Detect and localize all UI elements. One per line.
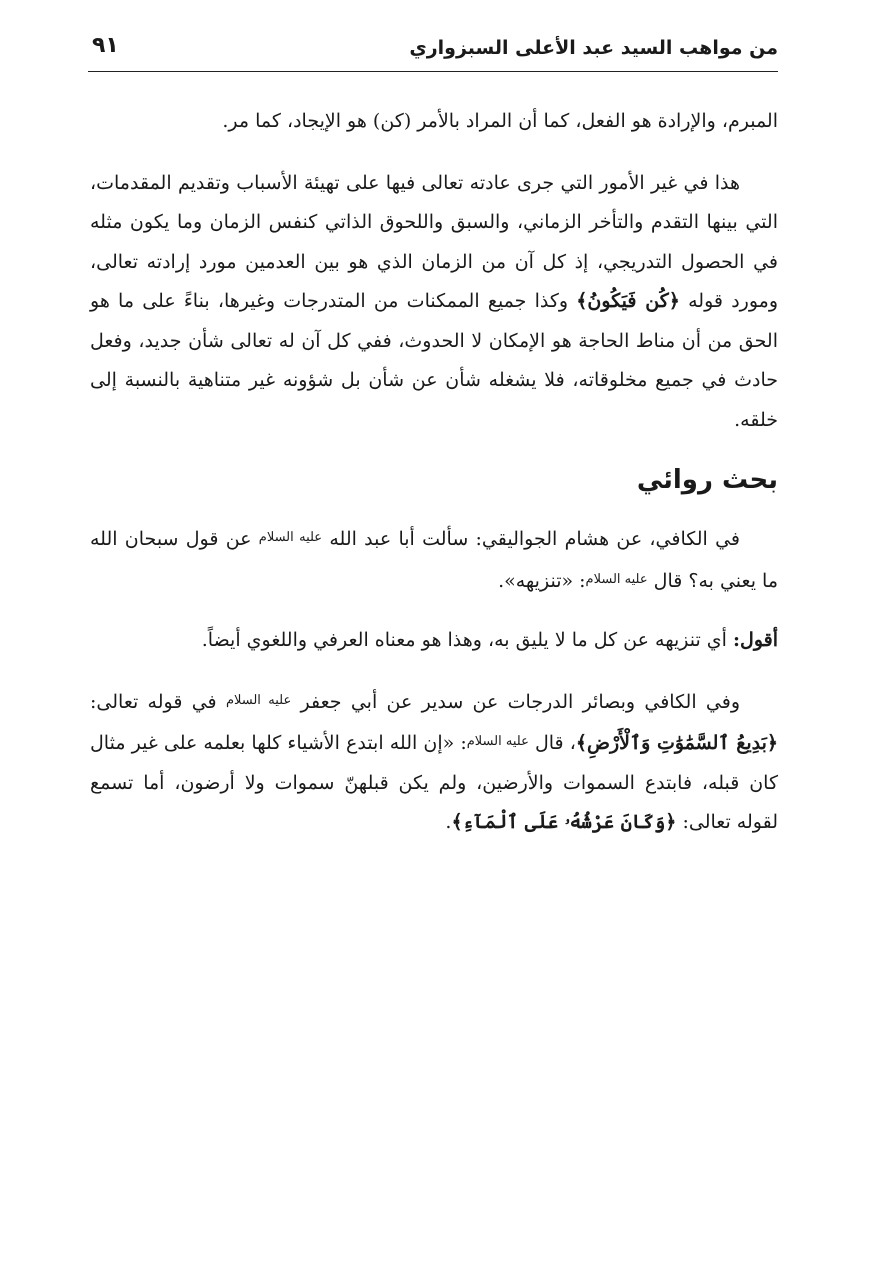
page-body bbox=[90, 102, 778, 843]
quran-quote: ﴿بَدِيعُ ٱلسَّمَٰوَٰتِ وَٱلْأَرْضِ﴾ bbox=[575, 732, 779, 754]
hadith-text: . bbox=[445, 811, 452, 833]
honorific-mark: عليه السلام bbox=[466, 734, 529, 749]
honorific-mark: عليه السلام bbox=[258, 530, 323, 545]
running-title: من مواهب السيد عبد الأعلى السبزواري bbox=[409, 37, 778, 59]
hadith-paragraph bbox=[90, 681, 778, 843]
paragraph-text: هذا في غير الأمور التي جرى عادته تعالى فيها على تهيئة الأسباب وتقديم المقدمات، التي بينها التقدم والتأخر الزماني، والسبق واللحوق الذاتي كنفس الزمان وما يكون مثله في الحصول التدريجي، إذ كل آن من الزمان الذي هو بين العدمين مورد إرادته تعالى، ومورد قوله bbox=[90, 171, 779, 312]
quran-quote: ﴿كُن فَيَكُونُ﴾ bbox=[576, 290, 680, 312]
page-header bbox=[88, 30, 778, 70]
page-number: ٩١ bbox=[92, 33, 119, 58]
section-heading: بحث روائي bbox=[636, 465, 778, 495]
comment-text: أي تنزيهه عن كل ما لا يليق به، وهذا هو معناه العرفي واللغوي أيضاً. bbox=[201, 629, 733, 651]
honorific-mark: عليه السلام bbox=[585, 571, 648, 587]
header-rule bbox=[88, 71, 778, 72]
hadith-text: في الكافي، عن هشام الجواليقي: سألت أبا عبد الله bbox=[322, 528, 741, 550]
hadith-text: : «إن الله ابتدع الأشياء كلها بعلمه على غير مثال كان قبله، فابتدع السموات والأرضين، ولم يكن قبلهنّ سموات ولا أرضون، أما تسمع لقوله تعالى: bbox=[90, 732, 778, 833]
hadith-text: ، قال bbox=[528, 732, 576, 754]
honorific-mark: عليه السلام bbox=[225, 692, 292, 708]
quran-quote: ﴿وَكَانَ عَرْشُهُۥ عَلَى ٱلْمَآءِ﴾ bbox=[451, 811, 677, 833]
hadith-text: وفي الكافي وبصائر الدرجات عن سدير عن أبي جعفر bbox=[291, 690, 741, 713]
hadith-text: : «تنزيهه». bbox=[498, 569, 586, 592]
paragraph-text: وكذا جميع الممكنات من المتدرجات وغيرها، بناءً على ما هو الحق من أن مناط الحاجة هو الإمكان لا الحدوث، ففي كل آن له تعالى شأن جديد، وفعل حادث في جميع مخلوقاته، فلا يشغله شأن عن شأن بل شؤونه غير متناهية بالنسبة إلى خلقه. bbox=[90, 290, 778, 431]
hadith-text: في قوله تعالى: bbox=[90, 690, 226, 713]
paragraph-main bbox=[90, 164, 778, 441]
paragraph-continuation: المبرم، والإرادة هو الفعل، كما أن المراد بالأمر (كن) هو الإيجاد، كما مر. bbox=[222, 110, 778, 132]
hadith-paragraph bbox=[90, 518, 778, 601]
comment-paragraph bbox=[90, 621, 778, 661]
hadith-text: عن قول سبحان الله ما يعني به؟ قال bbox=[90, 528, 778, 592]
comment-label: أقول: bbox=[733, 629, 778, 651]
